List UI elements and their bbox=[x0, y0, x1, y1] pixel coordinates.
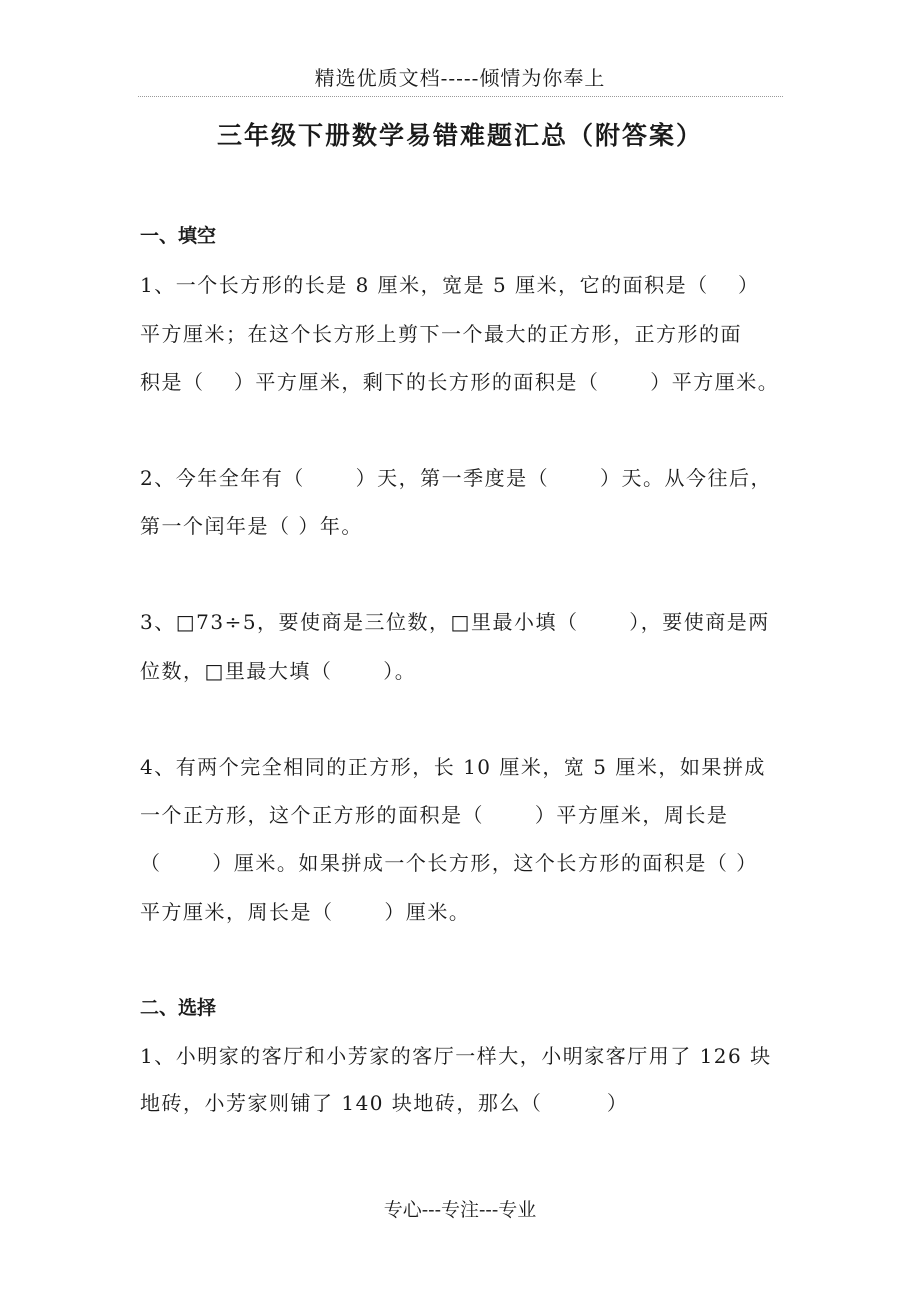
question-text-line: 积是（ ）平方厘米，剩下的长方形的面积是（ ）平方厘米。 bbox=[140, 370, 780, 394]
question-text-line: （ ）厘米。如果拼成一个长方形，这个长方形的面积是（ ） bbox=[140, 851, 758, 875]
header-divider bbox=[138, 96, 783, 97]
page-footer: 专心---专注---专业 bbox=[383, 1199, 537, 1221]
question-text-line: 位数，□里最大填（ ）。 bbox=[140, 659, 417, 683]
document-title: 三年级下册数学易错难题汇总（附答案） bbox=[216, 121, 703, 150]
question-text-line: 3、□73÷5，要使商是三位数，□里最小填（ ），要使商是两 bbox=[140, 610, 770, 634]
question-text-line: 平方厘米；在这个长方形上剪下一个最大的正方形，正方形的面 bbox=[140, 322, 742, 346]
question-text-line: 地砖，小芳家则铺了 140 块地砖，那么（ ） bbox=[140, 1091, 629, 1115]
section-heading-multiple-choice: 二、选择 bbox=[140, 997, 217, 1019]
question-text-line: 1、小明家的客厅和小芳家的客厅一样大，小明家客厅用了 126 块 bbox=[140, 1044, 772, 1068]
page-header: 精选优质文档-----倾情为你奉上 bbox=[314, 66, 606, 90]
question-text-line: 4、有两个完全相同的正方形，长 10 厘米，宽 5 厘米，如果拼成 bbox=[140, 755, 766, 779]
question-text-line: 1、一个长方形的长是 8 厘米，宽是 5 厘米，它的面积是（ ） bbox=[140, 273, 760, 297]
question-text-line: 第一个闰年是（ ）年。 bbox=[140, 514, 363, 538]
question-text-line: 平方厘米，周长是（ ）厘米。 bbox=[140, 900, 471, 924]
section-heading-fill-in: 一、填空 bbox=[140, 225, 217, 247]
question-text-line: 一个正方形，这个正方形的面积是（ ）平方厘米，周长是 bbox=[140, 803, 729, 827]
question-text-line: 2、今年全年有（ ）天，第一季度是（ ）天。从今往后， bbox=[140, 466, 772, 490]
